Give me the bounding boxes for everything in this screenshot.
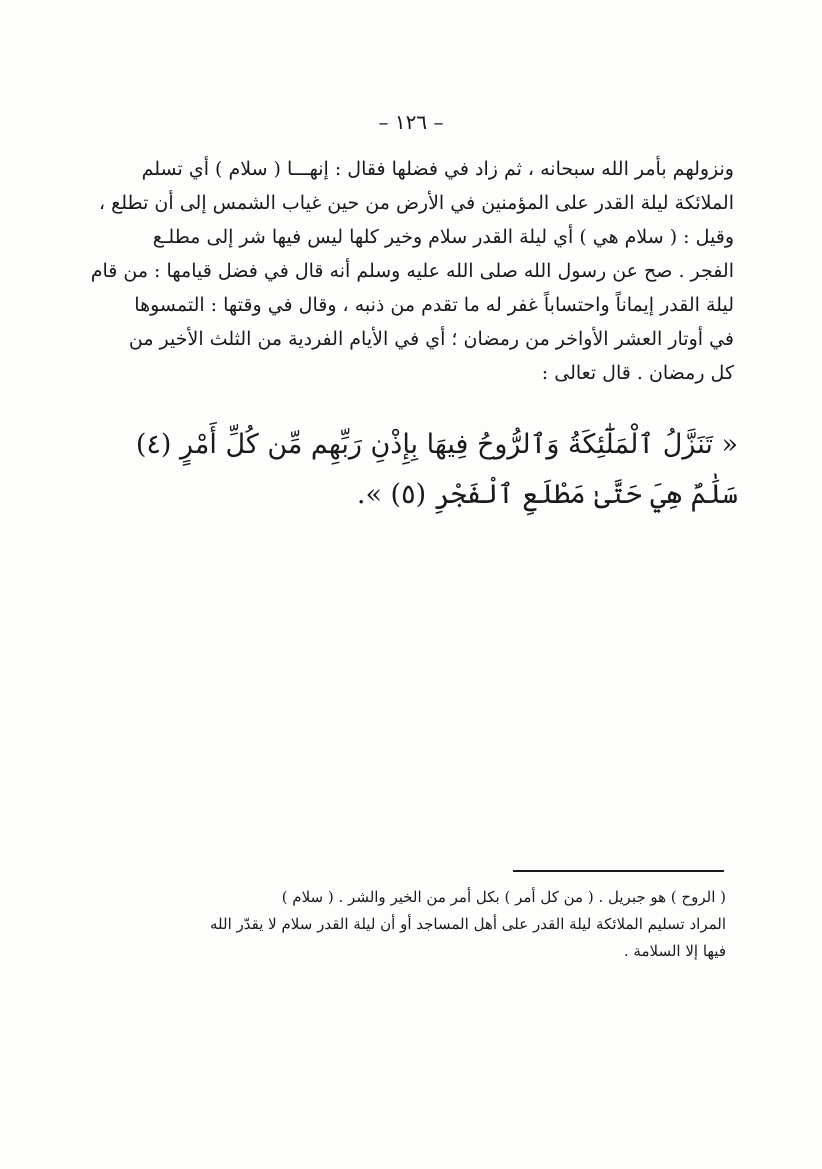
footnote-line: ( الروح ) هو جبريل . ( من كل أمر ) بكل أمر من الخير والشر . ( سلام ) — [281, 888, 726, 906]
footnote-line: فيها إلا السلامة . — [623, 942, 726, 960]
body-line: ونزولهم بأمر الله سبحانه ، ثم زاد في فضلها فقال : إنهـــا ( سلام ) أي تسلم — [141, 158, 734, 180]
body-line: كل رمضان . قال تعالى : — [541, 362, 734, 384]
quran-line: « تَنَزَّلُ ٱلْمَلَٰٓئِكَةُ وَٱلرُّوحُ فِيهَا بِإِذْنِ رَبِّهِم مِّن كُلِّ أَمْرٍ (٤) — [135, 429, 738, 460]
body-line: وقيل : ( سلام هي ) أي ليلة القدر سلام وخير كلها ليس فيها شر إلى مطلـع — [152, 226, 734, 248]
footnote-divider — [513, 870, 724, 872]
footnotes — [188, 884, 726, 965]
page-number: – ١٢٦ – — [378, 110, 444, 134]
footnote-line: المراد تسليم الملائكة ليلة القدر على أهل المساجد أو أن ليلة القدر سلام لا يقدّر الله — [210, 915, 726, 933]
body-line: الفجر . صح عن رسول الله صلى الله عليه وسلم أنه قال في فضل قيامها : من قام — [90, 260, 734, 282]
quran-verse — [135, 420, 738, 520]
body-text — [90, 152, 734, 390]
body-line: الملائكة ليلة القدر على المؤمنين في الأرض من حين غياب الشمس إلى أن تطلع ، — [98, 192, 734, 214]
body-line: ليلة القدر إيماناً واحتساباً غفر له ما تقدم من ذنبه ، وقال في وقتها : التمسوها — [134, 294, 734, 316]
quran-line: سَلَٰمٌ هِيَ حَتَّىٰ مَطْلَعِ ٱلْفَجْرِ (٥) ». — [356, 479, 738, 510]
body-line: في أوتار العشر الأواخر من رمضان ؛ أي في الأيام الفردية من الثلث الأخير من — [128, 328, 734, 350]
